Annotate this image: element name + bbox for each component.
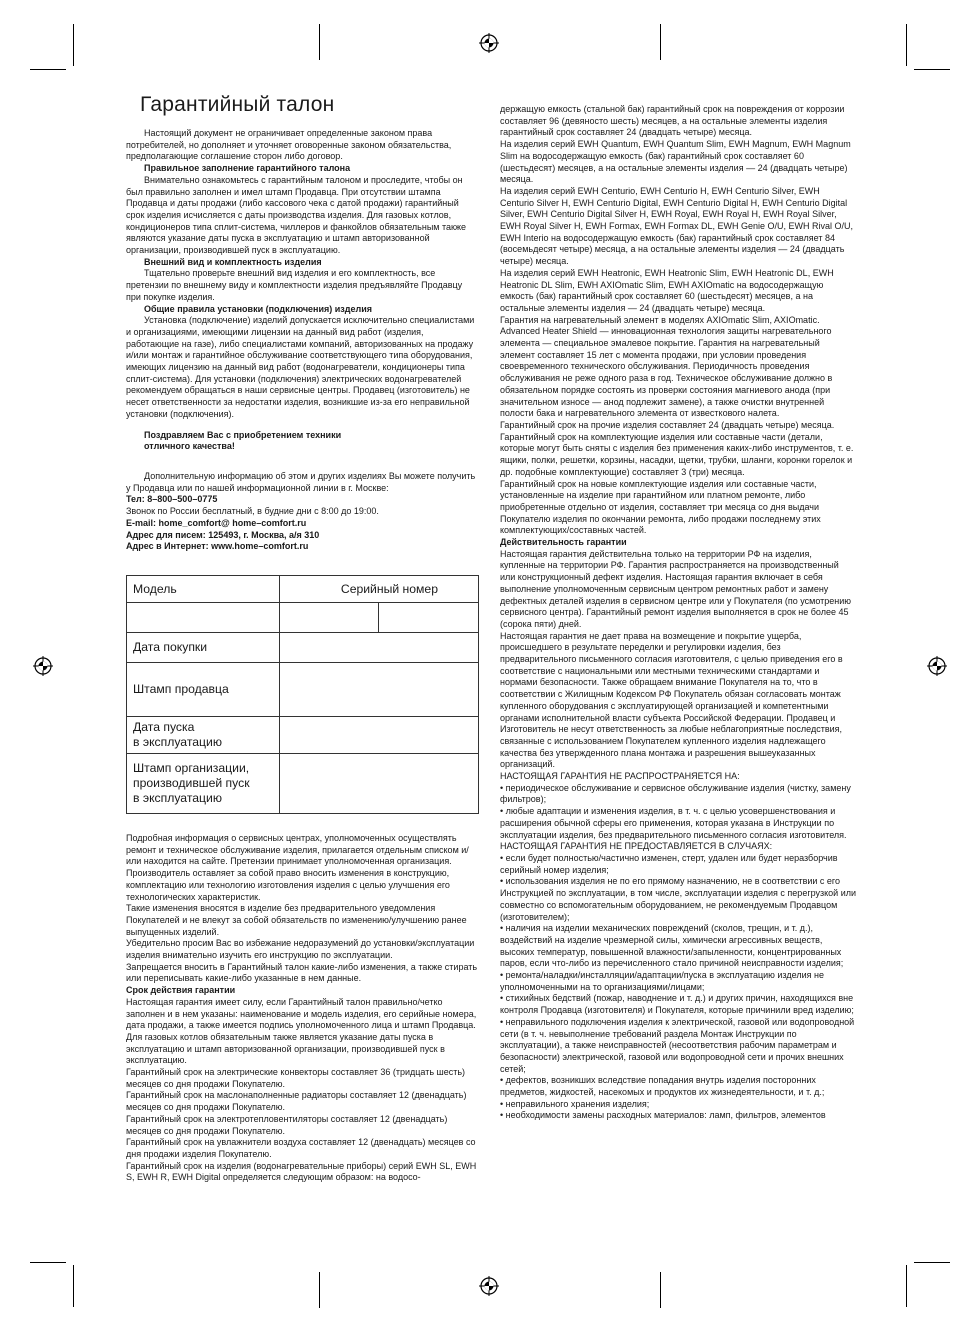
crop-mark — [914, 69, 950, 70]
paragraph: Гарантийный срок на электрические конвекторы составляет 36 (тридцать шесть) месяцев со дня продажи Покупателю. — [126, 1067, 466, 1089]
phone-note: Звонок по России бесплатный, в будние дни с 8:00 до 19:00. — [126, 506, 379, 517]
org-stamp-label-line: в эксплуатацию — [133, 791, 222, 805]
serial-number-label: Серийный номер — [280, 576, 479, 603]
paragraph: Настоящая гарантия не дает права на возмещение и покрытие ущерба, происшедшего в результате переделки и регулировки изделия, без предварительного письменного согласия изготовителя, с целью приведения его в соответствие с национальными или местными техническими стандартами и нормами безопасности. Также обращаем внимание Покупателя на то, что в соответствии с Жилищным Кодексом РФ Покупатель обязан согласовать монтаж купленного оборудования с эксплуатирующей организацией и компетентными органами исполнительной власти субъекта Российской Федерации. Продавец и Изготовитель не несут ответственность за любые неблагоприятные последствия, связанные с использованием Покупателем купленного изделия надлежащего качества без утвержденного плана монтажа и разрешения вышеуказанных организаций. — [500, 630, 843, 770]
paragraph: Установка (подключение) изделий допускается исключительно специалистами и организациями, имеющими лицензии на данный вид работ (изделия, работающие на газе), либо специалистами компаний, авторизованных на продажу и/или монтаж и гарантийное обслуживание соответствующего типа оборудования, имеющих лицензию на данный вид работ (водонагреватели, кондиционеры типа сплит-система). Для установки (подключения) электрических водонагревателей рекомендуем обращаться в наши сервисные центры. Продавец (изготовитель) не несет ответственности за недостатки изделия, возникшие из-за его неправильной установки (подключения). — [126, 315, 475, 419]
org-stamp-cell[interactable] — [280, 754, 479, 814]
list-item: • ремонта/наладки/инсталляции/адаптации/пуска в эксплуатацию изделия не уполномоченными на то организациями/лицами; — [500, 970, 824, 992]
table-row — [127, 603, 479, 633]
paragraph: Тщательно проверьте внешний вид изделия и его комплектность, все претензии по внешнему виду и комплектности изделия предъявляйте Продавцу при покупке изделия. — [126, 268, 463, 302]
registration-mark-icon — [33, 656, 53, 676]
paragraph: Гарантийный срок на увлажнители воздуха составляет 12 (двенадцать) месяцев со дня продажи изделия Покупателю. — [126, 1137, 476, 1159]
table-row — [127, 754, 479, 814]
paragraph: Настоящая гарантия имеет силу, если Гарантийный талон правильно/четко заполнен и в нем указаны: наименование и модель изделия, его серийные номера, дата продажи, а также имеется подпись уполномоченного лица и штамп Продавца. Для газовых котлов обязательным также является указание даты пуска в эксплуатацию и штамп авторизованной организации, производившей пуск в эксплуатацию. — [126, 996, 477, 1066]
crop-mark — [30, 1262, 66, 1263]
paragraph: На изделия серий EWH Heatronic, EWH Heatronic Slim, EWH Heatronic DL, EWH Heatronic DL Slim, EWH AXIOmatic Slim, EWH AXIOmatic на водосодержащую емкость (бак) гарантийный срок составляет 60 (шестьдесят) месяцев, а на остальные элементы изделия — 24 (двадцать четыре) месяца. — [500, 267, 834, 313]
crop-mark — [914, 1262, 950, 1263]
crop-mark — [906, 1265, 907, 1307]
paragraph: Гарантийный срок на изделия (водонагревательные приборы) серий EWH SL, EWH S, EWH R, EWH Digital определяется следующим образом: на водосо- — [126, 1160, 477, 1183]
caps-heading: НАСТОЯЩАЯ ГАРАНТИЯ НЕ РАСПРОСТРАНЯЕТСЯ НА: — [500, 771, 740, 782]
paragraph: Гарантийный срок на новые комплектующие изделия или составные части, установленные на изделие при гарантийном или платном ремонте, либо приобретенные отдельно от изделия, составляет три месяца со дня выдачи Покупателю изделия по окончании ремонта, либо продажи последнему этих комплектующих/составных частей. — [500, 478, 821, 536]
start-date-label-line: в эксплуатацию — [133, 735, 222, 749]
serial-number-cell[interactable] — [280, 603, 379, 633]
purchase-date-label: Дата покупки — [127, 633, 280, 663]
right-column — [500, 104, 856, 1228]
model-label: Модель — [127, 576, 280, 603]
serial-number-cell[interactable] — [379, 603, 479, 633]
purchase-date-cell[interactable] — [280, 633, 479, 663]
table-row — [127, 576, 479, 603]
paragraph: Такие изменения вносятся в изделие без предварительного уведомления Покупателей и не влекут за собой обязательств по изменению/улучшению ранее выпущенных изделий. — [126, 903, 467, 937]
section-heading: Внешний вид и комплектность изделия — [144, 256, 322, 267]
paragraph: Подробная информация о сервисных центрах, уполномоченных осуществлять ремонт и техническое обслуживание изделия, прилагается отдельным списком и/или находится на сайте. Претензии принимает уполномоченная организация. — [126, 833, 469, 867]
table-row — [127, 633, 479, 663]
paragraph: Настоящая гарантия действительна только на территории РФ на изделия, купленные на территории РФ. Гарантия распространяется на производственный или конструкционный дефект изделия. Настоящая гарантия включает в себя выполнение уполномоченным сервисным центром ремонтных работ и замену дефектных деталей изделия в сервисном центре или у Покупателя (по усмотрению сервисного центра). Гарантийный ремонт изделия выполняется в срок не более 45 (сорока пяти) дней. — [500, 548, 852, 629]
list-item: • периодическое обслуживание и сервисное обслуживание изделия (чистку, замену фильтров); — [500, 782, 851, 805]
postal-address-line: Адрес для писем: 125493, г. Москва, а/я 310 — [126, 529, 320, 540]
intro-paragraph: Настоящий документ не ограничивает определенные законом права потребителей, но дополняет и уточняет оговоренные законом обязательства, предполагающие соглашение сторон либо договор. — [126, 128, 452, 162]
paragraph: держащую емкость (стальной бак) гарантийный срок на повреждения от коррозии составляет 96 (девяносто шесть) месяцев, а на остальные элементы изделия гарантийный срок составляет 24 (двадцать четыре) месяца. — [500, 104, 845, 138]
start-date-cell[interactable] — [280, 717, 479, 754]
list-item: • неправильного подключения изделия к электрической, газовой или водопроводной сети (в т. ч. невыполнение требований раздела Монтаж Инструкции по эксплуатации), а также неисправностей (несоответствия рабочим параметрам и безопасности) электрической, газовой или водопроводной сети и прочих внешних сетей; — [500, 1016, 855, 1074]
seller-stamp-label: Штамп продавца — [127, 663, 280, 717]
table-row — [127, 717, 479, 754]
org-stamp-label-line: Штамп организации, — [133, 761, 250, 775]
crop-mark — [319, 1272, 320, 1308]
crop-mark — [319, 24, 320, 60]
model-value-cell[interactable] — [127, 603, 280, 633]
email-line: E-mail: home_comfort@ home–comfort.ru — [126, 517, 307, 528]
section-heading: Срок действия гарантии — [126, 985, 236, 996]
left-column-top — [126, 128, 479, 574]
congrats-text: Поздравляем Вас с приобретением техники отличного качества! — [144, 429, 342, 452]
paragraph: Внимательно ознакомьтесь с гарантийным талоном и проследите, чтобы он был правильно заполнен и имел штамп Продавца. При отсутствии штампа Продавца и даты продажи (либо кассового чека с датой продажи) гарантийный срок изделия исчисляется с даты производства изделия. Для газовых котлов, кондиционеров типа сплит-система, чиллеров и фанкойлов обязательным также являются указание даты пуска в эксплуатацию и штамп авторизованной организации, производившей пуск в эксплуатацию. — [126, 174, 466, 256]
paragraph: Гарантия на нагревательный элемент в моделях AXIOmatic Slim, AXIOmatic. Advanced Heater Shield — инновационная технология защиты нагревательного элемента — специальное эмалевое покрытие. Гарантия на нагревательный элемент составляет 15 лет с момента продажи, при условии проведения своевременного технического обслуживания. Периодичность проведения обслуживания не реже одного раза в год. Техническое обслуживание должно в обязательном порядке состоять из проверки состояния магниевого анода (при значительном износе — анод подлежит замене), а также очистки внутренней полости бака и нагревательного элемента от известкового налета. — [500, 314, 833, 419]
section-heading: Правильное заполнение гарантийного талона — [144, 163, 351, 174]
paragraph: Производитель оставляет за собой право вносить изменения в конструкцию, комплектацию или технологию изготовления изделия с целью улучшения его технологических характеристик. — [126, 868, 450, 902]
crop-mark — [660, 24, 661, 60]
seller-stamp-cell[interactable] — [280, 663, 479, 717]
section-heading: Общие правила установки (подключения) изделия — [144, 303, 372, 314]
crop-mark — [73, 1265, 74, 1307]
caps-heading: НАСТОЯЩАЯ ГАРАНТИЯ НЕ ПРЕДОСТАВЛЯЕТСЯ В СЛУЧАЯХ: — [500, 841, 773, 852]
list-item: • любые адаптации и изменения изделия, в т. ч. с целью усовершенствования и расширения обычной сферы его применения, которая указана в Инструкции по эксплуатации изделия, без предварительного письменного согласия изготовителя. — [500, 806, 847, 840]
section-heading: Действительность гарантии — [500, 537, 627, 548]
crop-mark — [30, 69, 66, 70]
table-row — [127, 663, 479, 717]
registration-mark-icon — [479, 33, 499, 53]
website-line: Адрес в Интернет: www.home–comfort.ru — [126, 541, 309, 552]
warranty-card-table — [126, 575, 479, 814]
paragraph: Гарантийный срок на комплектующие изделия или составные части (детали, которые могут быть сняты с изделия без применения каких-либо инструментов, т. е. ящики, полки, решетки, корзины, насадки, щетки, трубки, шланги, коронки горелок и др. подобные комплектующие) составляет 3 (три) месяца. — [500, 431, 854, 477]
page-title: Гарантийный талон — [140, 93, 335, 116]
paragraph: Гарантийный срок на электротепловентиляторы составляет 12 (двенадцать) месяцев со дня продажи Покупателю. — [126, 1113, 448, 1136]
paragraph: На изделия серий EWH Centurio, EWH Centurio H, EWH Centurio Silver, EWH Centurio Silver H, EWH Centurio Digital, EWH Centurio Digital H, EWH Centurio Digital Silver, EWH Centurio Digital Silver H, EWH Royal, EWH Royal H, EWH Royal Silver, EWH Royal Silver H, EWH Formax, EWH Formax DL, EWH Genie O/U, EWH Rival O/U, EWH Interio на водосодержащую емкость (бак) гарантийный срок составляет 84 (восемьдесят четыре) месяца, а на остальные элементы изделия — 24 (двадцать четыре) месяца. — [500, 185, 854, 267]
crop-mark — [906, 24, 907, 66]
list-item: • если будет полностью/частично изменен, стерт, удален или будет неразборчив серийный номер изделия; — [500, 853, 838, 875]
paragraph: Гарантийный срок на прочие изделия составляет 24 (двадцать четыре) месяца. — [500, 419, 835, 430]
list-item: • дефектов, возникших вследствие попадания внутрь изделия посторонних предметов, жидкостей, насекомых и продуктов их жизнедеятельности, и т. д.; — [500, 1075, 825, 1098]
list-item: • неправильного хранения изделия; — [500, 1098, 650, 1109]
org-stamp-label-line: производившей пуск — [133, 776, 250, 790]
paragraph: На изделия серий EWH Quantum, EWH Quantum Slim, EWH Magnum, EWH Magnum Slim на водосодержащую емкость (бак) гарантийный срок составляет 60 (шестьдесят) месяцев, а на остальные элементы изделия — 24 (двадцать четыре) месяца. — [500, 139, 851, 185]
list-item: • использования изделия не по его прямому назначению, не в соответствии с его Инструкцией по эксплуатации, в том числе, эксплуатации изделия с перегрузкой или совместно со вспомогательным оборудованием, не рекомендуемым Продавцом (изготовителем); — [500, 876, 856, 922]
start-date-label-line: Дата пуска — [133, 720, 195, 734]
list-item: • стихийных бедствий (пожар, наводнение и т. д.) и других причин, находящихся вне контроля Продавца (изготовителя) и Покупателя, которые причинили вред изделию; — [500, 993, 854, 1016]
org-stamp-label — [127, 754, 280, 814]
paragraph: Запрещается вносить в Гарантийный талон какие-либо изменения, а также стирать или переписывать какие-либо указанные в нем данные. — [126, 961, 478, 984]
start-date-label — [127, 717, 280, 754]
crop-mark — [660, 1272, 661, 1308]
paragraph: Гарантийный срок на маслонаполненные радиаторы составляет 12 (двенадцать) месяцев со дня продажи Покупателю. — [126, 1090, 467, 1113]
list-item: • необходимости замены расходных материалов: ламп, фильтров, элементов — [500, 1110, 826, 1121]
crop-mark — [73, 24, 74, 66]
registration-mark-icon — [479, 1276, 499, 1296]
left-column-bottom — [126, 833, 479, 1228]
paragraph: Убедительно просим Вас во избежание недоразумений до установки/эксплуатации изделия внимательно изучить его инструкцию по эксплуатации. — [126, 938, 475, 961]
info-paragraph: Дополнительную информацию об этом и других изделиях Вы можете получить у Продавца или по нашей информационной линии в г. Москве: — [126, 470, 476, 493]
registration-mark-icon — [927, 656, 947, 676]
list-item: • наличия на изделии механических повреждений (сколов, трещин, и т. д.), воздействий на изделие чрезмерной силы, химически агрессивных веществ, высоких температур, повышенной влажности/запыленности, концентрированных паров, если что-либо из перечисленного стало причиной неисправности изделия; — [500, 923, 844, 969]
phone-line: Тел: 8–800–500–0775 — [126, 494, 218, 505]
